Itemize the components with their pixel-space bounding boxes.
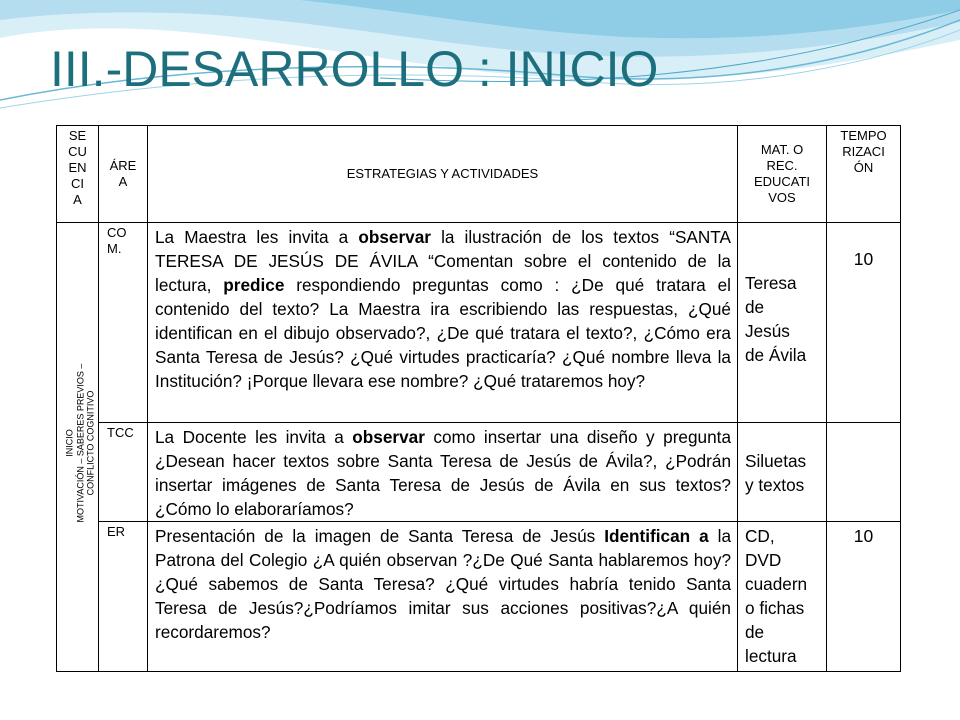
area-label: ER xyxy=(107,524,126,539)
activity-text: Presentación de la imagen de Santa Teresa de Jesús xyxy=(155,526,605,546)
header-secuencia-line: CI xyxy=(71,176,84,191)
header-estrategias-label: ESTRATEGIAS Y ACTIVIDADES xyxy=(346,166,539,181)
activity-cell xyxy=(148,423,738,522)
activity-text: La Maestra les invita a xyxy=(155,227,359,247)
header-tiempo-line: RIZACI xyxy=(842,144,885,159)
header-area xyxy=(99,126,148,223)
area-cell xyxy=(99,223,148,423)
area-cell xyxy=(99,522,148,672)
activity-text: la ilustración de los textos “SANTA TERESA DE JESÚS DE ÁVILA “Comentan sobre el contenido de la lectura, xyxy=(155,227,731,295)
activity-bold-text: predice xyxy=(223,275,285,295)
header-tiempo xyxy=(827,126,901,223)
header-materiales-line: REC. xyxy=(766,158,798,173)
materials-cell xyxy=(738,522,827,672)
activity-text: como insertar una diseño y pregunta ¿Desean hacer textos sobre Santa Teresa de Jesús de Ávila?, ¿Podrán insertar imágenes de Santa Teresa de Jesús de Ávila en sus textos? ¿Cómo lo elaboraríamos? xyxy=(155,427,731,519)
area-label: M. xyxy=(107,241,122,256)
table-row xyxy=(57,522,901,672)
header-tiempo-line: ÓN xyxy=(853,160,874,175)
materials-line: y textos xyxy=(745,475,805,495)
materials-cell xyxy=(738,223,827,423)
materials-line: de xyxy=(745,297,765,317)
activity-cell xyxy=(148,223,738,423)
materials-line: Jesús xyxy=(745,321,790,341)
materials-line: CD, xyxy=(745,526,775,546)
activity-bold-text: observar xyxy=(352,427,425,447)
lesson-plan-table xyxy=(56,125,901,672)
materials-cell xyxy=(738,423,827,522)
table-row xyxy=(57,223,901,423)
materials-line: DVD xyxy=(745,550,782,570)
activity-text: respondiendo preguntas como : ¿De qué tratara el contenido del texto? La Maestra ira escribiendo las respuestas, ¿Qué identifican en el dibujo observado?, ¿De qué tratara el texto?, ¿Cómo era Santa Teresa de Jesús? ¿Qué virtudes practicaría? ¿Qué nombre lleva la Institución? ¡Porque llevara ese nombre? ¿Qué trataremos hoy? xyxy=(155,275,731,391)
header-materiales-line: VOS xyxy=(768,190,796,205)
time-cell xyxy=(827,223,901,423)
sequence-label-line: MOTIVACIÓN – SABERES PREVIOS – xyxy=(74,363,85,523)
materials-line: Teresa xyxy=(745,273,797,293)
materials-line: cuadern xyxy=(745,574,808,594)
materials-line: o fichas xyxy=(745,598,805,618)
materials-line: Siluetas xyxy=(745,451,807,471)
slide-title: III.-DESARROLLO : INICIO xyxy=(50,41,659,97)
header-secuencia-line: EN xyxy=(68,160,87,175)
sequence-label-line: INICIO xyxy=(64,429,75,457)
activity-text: La Docente les invita a xyxy=(155,427,353,447)
sequence-label xyxy=(64,313,96,573)
sequence-cell xyxy=(57,223,99,672)
header-secuencia xyxy=(57,126,99,223)
table-header-row xyxy=(57,126,901,223)
header-estrategias xyxy=(148,126,738,223)
materials-line: de Ávila xyxy=(745,345,807,365)
header-tiempo-line: TEMPO xyxy=(840,128,887,143)
activity-text: la Patrona del Colegio ¿A quién observan ?¿De Qué Santa hablaremos hoy? ¿Qué sabemos de Santa Teresa? ¿Qué virtudes habría tenido Santa Teresa de Jesús?¿Podríamos imitar sus acciones positivas?¿A quién recordaremos? xyxy=(155,526,731,642)
sequence-label-line: CONFLICTO COGNITIVO xyxy=(85,390,96,496)
materials-line: de xyxy=(745,622,765,642)
header-area-line: ÁRE xyxy=(109,158,137,173)
header-secuencia-line: A xyxy=(73,192,82,207)
header-materiales xyxy=(738,126,827,223)
area-label: TCC xyxy=(107,425,134,440)
header-materiales-line: EDUCATI xyxy=(753,174,811,189)
area-cell xyxy=(99,423,148,522)
header-secuencia-line: SE xyxy=(68,128,87,143)
table-row xyxy=(57,423,901,522)
header-area-line: A xyxy=(118,174,128,189)
time-cell xyxy=(827,423,901,522)
header-materiales-line: MAT. O xyxy=(760,142,804,157)
activity-bold-text: observar xyxy=(358,227,431,247)
activity-bold-text: Identifican a xyxy=(604,526,709,546)
time-value: 10 xyxy=(853,526,874,546)
time-cell xyxy=(827,522,901,672)
area-label: CO xyxy=(107,225,127,240)
header-secuencia-line: CU xyxy=(68,144,87,159)
materials-line: lectura xyxy=(745,646,797,666)
activity-cell xyxy=(148,522,738,672)
time-value: 10 xyxy=(853,249,874,269)
